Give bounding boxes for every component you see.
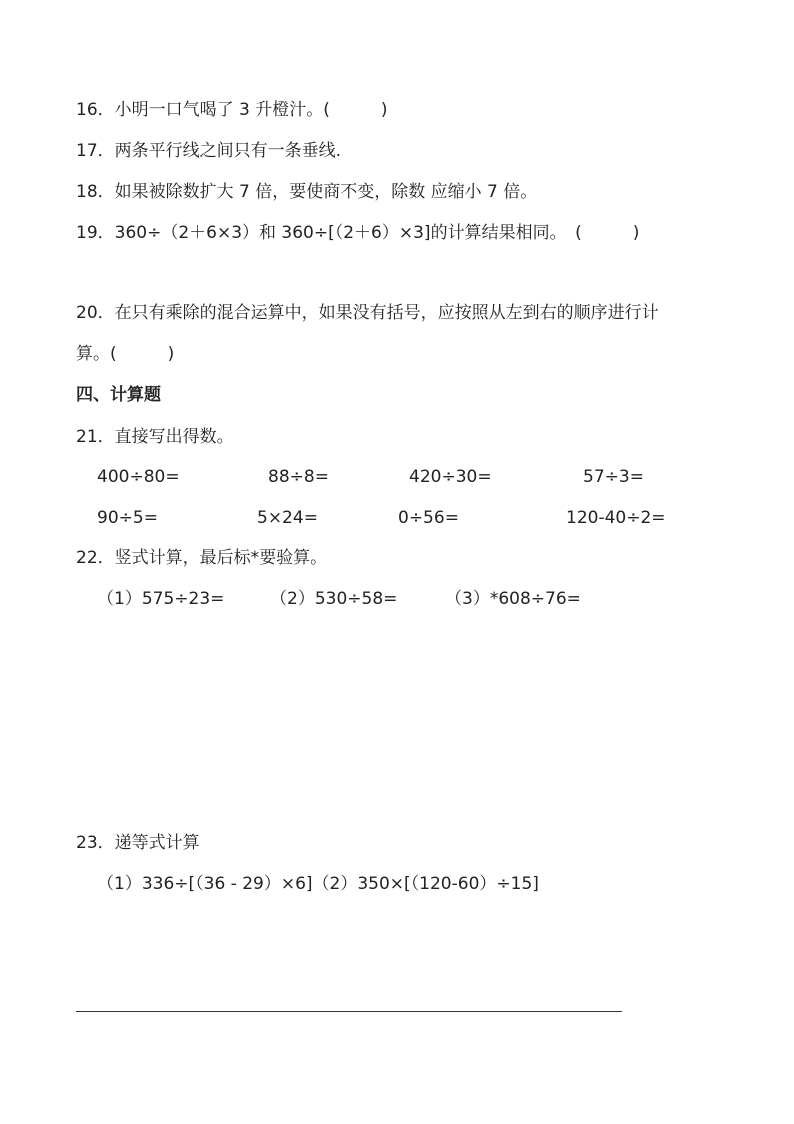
question-23-label: 23．递等式计算 — [76, 833, 200, 853]
question-19: 19．360÷（2＋6×3）和 360÷[（2＋6）×3]的计算结果相同。 ( ) — [76, 223, 640, 243]
question-16: 16．小明一口气喝了 3 升橙汁。( ) — [76, 100, 388, 120]
q21-row1-item1: 400÷80= — [97, 467, 180, 487]
question-20-line-1: 20．在只有乘除的混合运算中，如果没有括号，应按照从左到右的顺序进行计 — [76, 303, 659, 323]
q21-row1-item2: 88÷8= — [268, 467, 329, 487]
q22-item1: （1）575÷23= — [97, 589, 225, 609]
question-22-label: 22．竖式计算，最后标*要验算。 — [76, 548, 328, 568]
question-20-line-2: 算。( ) — [76, 344, 175, 364]
q22-item3: （3）*608÷76= — [445, 589, 581, 609]
q21-row1-item3: 420÷30= — [409, 467, 492, 487]
q21-row1-item4: 57÷3= — [583, 467, 644, 487]
question-17: 17．两条平行线之间只有一条垂线. — [76, 141, 342, 161]
answer-rule — [76, 1011, 622, 1012]
q22-item2: （2）530÷58= — [270, 589, 398, 609]
q23-expressions: （1）336÷[（36 - 29）×6]（2）350×[（120-60）÷15] — [97, 874, 539, 894]
q21-row2-item4: 120-40÷2= — [566, 508, 666, 528]
q21-row2-item1: 90÷5= — [97, 508, 158, 528]
q21-row2-item3: 0÷56= — [398, 508, 459, 528]
question-18: 18．如果被除数扩大 7 倍，要使商不变，除数 应缩小 7 倍。 — [76, 182, 538, 202]
q21-row2-item2: 5×24= — [257, 508, 318, 528]
section-four-title: 四、计算题 — [76, 385, 161, 405]
question-21-label: 21．直接写出得数。 — [76, 427, 234, 447]
